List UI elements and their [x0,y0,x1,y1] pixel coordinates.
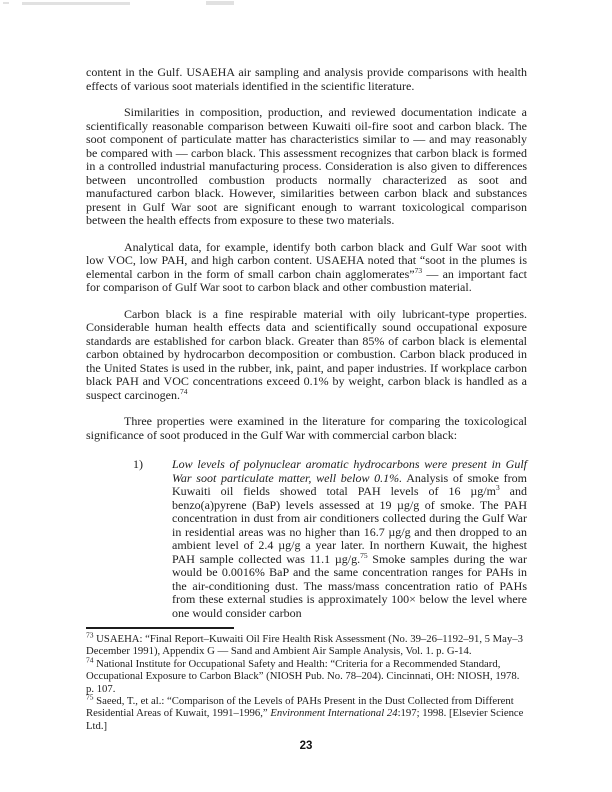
scan-artifact [3,2,9,4]
footnote-74: $^{74}$ National Institute for Occupational Safety and Health: “Criteria for a Recommended Standard, Occupational Exposure to Carbon Black” (NIOSH Pub. No. 78–204). Cincinnati, OH: NIOSH, 1978. p. 107. [86,655,520,695]
list-item-text: Low levels of polynuclear aromatic hydrocarbons were present in Gulf War soot particulate matter, well below 0.1%. Analysis of smoke from Kuwaiti oil fields showed total PAH levels of 16 $\mu g/m^3$ and benzo(a)pyrene (BaP) levels assessed at 19 µg/g of smoke. The PAH concentration in dust from air conditioners collected during the Gulf War in residential areas was no higher than 16.7 µg/g and then dropped to an ambient level of 2.4 µg/g a year later. In northern Kuwait, the highest PAH sample collected was 11.1 µg/g.$^{75}$ Smoke samples during the war would be 0.0016% BaP and the same concentration ranges for PAHs in the air-conditioning dust. The mass/mass concentration ratio of PAHs from these external studies is approximately 100× below the level where one would consider carbon [172,457,528,620]
paragraph-analytical-data: Analytical data, for example, identify both carbon black and Gulf War soot with low VOC, low PAH, and high carbon content. USAEHA noted that “soot in the plumes is elemental carbon in the form of small carbon chain agglomerates”$^{73}$ — an important fact for comparison of Gulf War soot to carbon black and other combustion material. [86,239,527,294]
footnote-separator-rule [86,627,234,629]
list-item-1 [133,458,527,620]
scan-artifact [22,2,130,5]
paragraph-carbon-black: Carbon black is a fine respirable material with oily lubricant-type properties. Considerable human health effects data and scientifically sound occupational exposure standards are established for carbon black. Greater than 85% of carbon black is elemental carbon obtained by hydrocarbon decomposition or combustion. Carbon black produced in the United States is used in the rubber, ink, paint, and paper industries. If workplace carbon black PAH and VOC concentrations exceed 0.1% by weight, carbon black is handled as a suspect carcinogen.$^{74}$ [86,306,527,402]
footnotes-section [86,627,530,732]
paragraph-similarities: Similarities in composition, production, and reviewed documentation indicate a scientifically reasonable comparison between Kuwaiti oil-fire soot and carbon black. The soot component of particulate matter has characteristics similar to — and may reasonably be compared with — carbon black. This assessment recognizes that carbon black is formed in a controlled industrial manufacturing process. Consideration is also given to differences between uncontrolled combustion products normally characterized as soot and manufactured carbon black. However, similarities between carbon black and substances present in Gulf War soot are significant enough to warrant toxicological comparison between the health effects from exposure to these two materials. [86,105,527,227]
paragraph-continuation: content in the Gulf. USAEHA air sampling and analysis provide comparisons with health effects of various soot materials identified in the scientific literature. [86,65,527,93]
page-number: 23 [299,740,313,752]
paragraph-three-properties: Three properties were examined in the literature for comparing the toxicological significance of soot produced in the Gulf War with commercial carbon black: [86,414,527,442]
scan-artifact [206,1,234,5]
footnote-75: $^{75}$ Saeed, T., et al.: “Comparison of the Levels of PAHs Present in the Dust Collected from Different Residential Areas of Kuwait, 1991–1996,” Environment International 24:197; 1998. [Elsevier Science Ltd.] [86,692,524,732]
list-item-marker: 1) [133,457,143,471]
footnote-73: $^{73}$ USAEHA: “Final Report–Kuwaiti Oil Fire Health Risk Assessment (No. 39–26–1192–91, 5 May–3 December 1991), Appendix G — Sand and Ambient Air Sample Analysis, Vol. 1. p. G-14. [86,630,523,658]
page-body [86,66,527,620]
